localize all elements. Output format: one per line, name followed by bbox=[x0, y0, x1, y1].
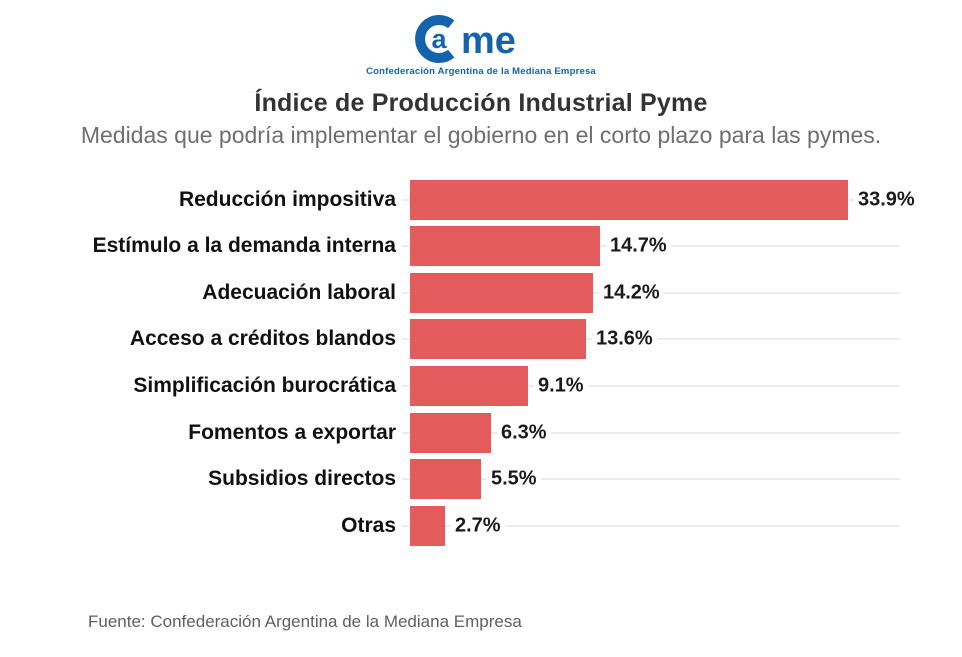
plot-area bbox=[410, 503, 962, 550]
chart-row bbox=[0, 363, 962, 410]
value-label: 33.9% bbox=[854, 187, 919, 212]
came-logo bbox=[366, 12, 596, 78]
bar bbox=[410, 226, 600, 266]
category-label: Fomentos a exportar bbox=[188, 420, 396, 444]
chart-row bbox=[0, 176, 962, 223]
bar bbox=[410, 413, 491, 453]
value-label: 5.5% bbox=[487, 467, 541, 492]
bar bbox=[410, 459, 481, 499]
page-title: Índice de Producción Industrial Pyme bbox=[254, 89, 708, 117]
chart-header bbox=[0, 0, 962, 150]
plot-area bbox=[410, 409, 962, 456]
category-label: Acceso a créditos blandos bbox=[129, 327, 396, 351]
value-label: 13.6% bbox=[592, 327, 657, 352]
plot-area bbox=[410, 363, 962, 410]
bar bbox=[410, 366, 528, 406]
plot-area bbox=[410, 316, 962, 363]
page-subtitle: Medidas que podría implementar el gobierno en el corto plazo para las pymes. bbox=[80, 122, 882, 148]
category-label: Estímulo a la demanda interna bbox=[92, 234, 396, 258]
svg-text:me: me bbox=[461, 20, 516, 62]
value-label: 14.7% bbox=[606, 234, 671, 259]
logo-tagline: Confederación Argentina de la Mediana Empresa bbox=[366, 66, 596, 77]
chart-row bbox=[0, 270, 962, 317]
category-label: Subsidios directos bbox=[208, 467, 396, 491]
came-logo-icon bbox=[415, 12, 547, 64]
chart-row bbox=[0, 503, 962, 550]
chart-row bbox=[0, 316, 962, 363]
category-label: Adecuación laboral bbox=[202, 280, 396, 304]
value-label: 14.2% bbox=[599, 280, 664, 305]
bar bbox=[410, 506, 445, 546]
value-label: 6.3% bbox=[497, 420, 551, 445]
plot-area bbox=[410, 456, 962, 503]
value-label: 9.1% bbox=[534, 374, 588, 399]
bar bbox=[410, 180, 848, 220]
bar-chart bbox=[0, 176, 962, 549]
value-label: 2.7% bbox=[451, 513, 505, 538]
category-label: Otras bbox=[341, 513, 396, 537]
chart-row bbox=[0, 409, 962, 456]
bar bbox=[410, 273, 593, 313]
chart-row bbox=[0, 456, 962, 503]
chart-row bbox=[0, 223, 962, 270]
category-label: Simplificación burocrática bbox=[133, 374, 396, 398]
category-label: Reducción impositiva bbox=[178, 187, 396, 211]
bar bbox=[410, 319, 586, 359]
plot-area bbox=[410, 223, 962, 270]
svg-text:a: a bbox=[431, 24, 447, 54]
chart-rows bbox=[0, 176, 962, 549]
plot-area bbox=[410, 270, 962, 317]
source-note: Fuente: Confederación Argentina de la Mediana Empresa bbox=[88, 612, 522, 631]
plot-area bbox=[410, 176, 962, 223]
